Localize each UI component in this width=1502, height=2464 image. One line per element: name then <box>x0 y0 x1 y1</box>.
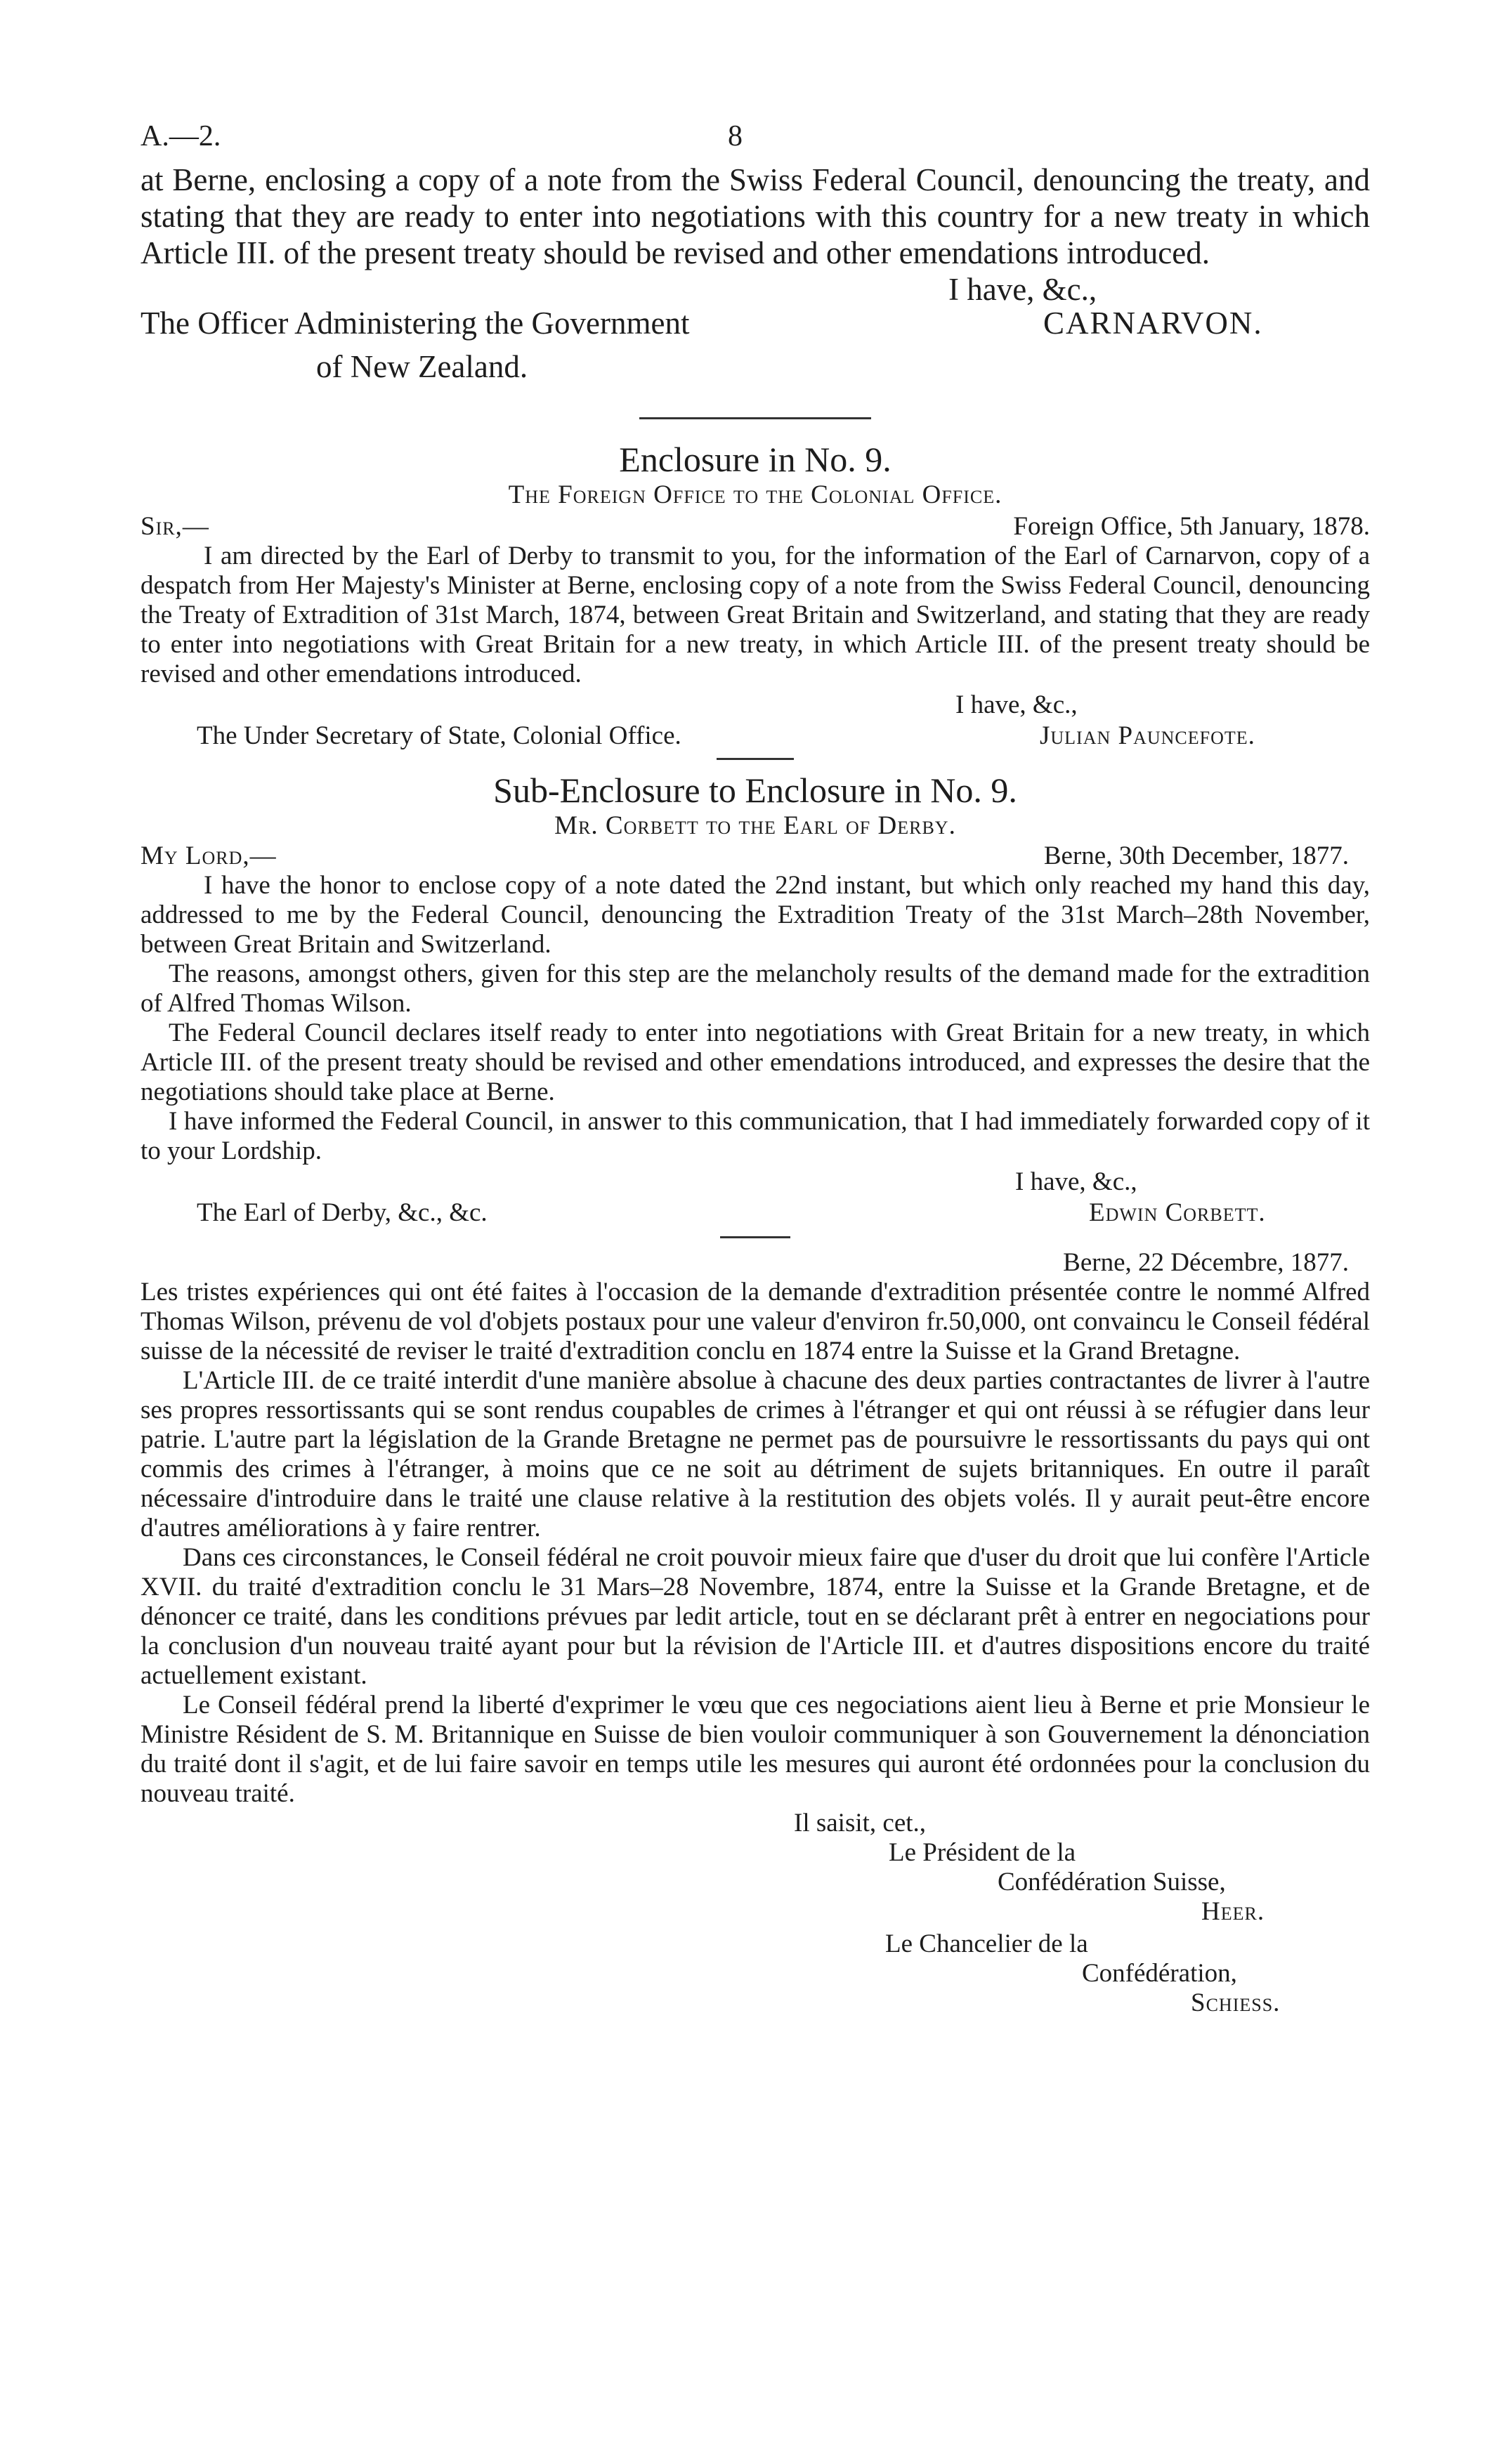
sub-enclosure-paragraph: The Federal Council declares itself ready to enter into negotiations with Great Britain for a new treaty, in which Article III. of the present treaty should be revised and other emendations introduced, and expresses the desire that the negotiations should take place at Berne. <box>141 1018 1370 1106</box>
president-line1: Le Président de la <box>889 1838 1076 1867</box>
french-note-place-date: Berne, 22 Décembre, 1877. <box>1063 1248 1349 1277</box>
enclosure-salutation: Sir,— <box>141 512 209 541</box>
french-note-closing: Il saisit, cet., <box>794 1809 927 1837</box>
sub-enclosure-place-date: Berne, 30th December, 1877. <box>1043 841 1349 870</box>
document-page <box>141 119 1370 2047</box>
french-note-paragraph: Dans ces circonstances, le Conseil fédéral ne croit pouvoir mieux faire que d'user du droit que lui confère l'Article XVII. du traité d'extradition conclu le 31 Mars–28 Novembre, 1874, entre la Suisse et la Grande Bretagne, et de dénoncer ce traité, dans les conditions prévues par ledit article, tout en se déclarant prêt à entrer en negociations pour la conclusion d'un nouveau traité ayant pour but la révision de l'Article III. et d'autres dispositions encore du traité actuellement existant. <box>141 1543 1370 1690</box>
french-note-signoff <box>141 1809 1370 2047</box>
sub-enclosure-paragraph: I have informed the Federal Council, in answer to this communication, that I had immediately forwarded copy of it to your Lordship. <box>141 1107 1370 1165</box>
top-letter <box>141 162 1370 385</box>
sub-enclosure-paragraph: The reasons, amongst others, given for this step are the melancholy results of the demand made for the extradition of Alfred Thomas Wilson. <box>141 959 1370 1018</box>
page-number: 8 <box>728 120 743 152</box>
sub-enclosure-salutation-row <box>141 841 1370 871</box>
president-line2: Confédération Suisse, <box>998 1868 1226 1896</box>
top-letter-signoff <box>141 271 1370 348</box>
french-note <box>141 1248 1370 2047</box>
divider <box>639 417 871 419</box>
chancellor-line1: Le Chancelier de la <box>885 1929 1088 1958</box>
enclosure-subheading: The Foreign Office to the Colonial Office. <box>508 480 1003 509</box>
enclosure-signoff <box>141 689 1370 754</box>
top-letter-addressee-line2: of New Zealand. <box>316 349 528 384</box>
french-note-paragraph: L'Article III. de ce traité interdit d'une manière absolue à chacune des deux parties contractantes de livrer à l'autre ses propres ressortissants qui se sont rendus coupables de crimes à l'étranger et qui ont réussi à se réfugier dans leur patrie. L'autre part la législation de la Grande Bretagne ne permet pas de poursuivre le ressortissants du pays qui ont commis des crimes à l'étranger, à moins que ce ne soit au détriment de sujets britanniques. En outre il paraît nécessaire d'introduire dans le traité une clause relative à la restitution des objets volés. Il y aurait peut-être encore d'autres améliorations à y faire rentrer. <box>141 1366 1370 1542</box>
sub-enclosure-salutation: My Lord,— <box>141 841 277 870</box>
sub-enclosure <box>141 770 1370 1231</box>
chancellor-line2: Confédération, <box>1082 1959 1237 1988</box>
french-note-paragraph: Les tristes expériences qui ont été faites à l'occasion de la demande d'extradition présentée contre le nommé Alfred Thomas Wilson, prévenu de vol d'objets postaux pour une valeur d'environ fr.50,000, ont convaincu le Conseil fédéral suisse de la nécessité de reviser le traité d'extradition conclu en 1874 entre la Suisse et la Grand Bretagne. <box>141 1278 1370 1365</box>
enclosure-addressee: The Under Secretary of State, Colonial Office. <box>197 721 681 750</box>
enclosure-signature: Julian Pauncefote. <box>1040 721 1255 750</box>
page-header <box>141 119 1370 162</box>
sub-enclosure-addressee: The Earl of Derby, &c., &c. <box>197 1198 488 1227</box>
enclosure-closing: I have, &c., <box>955 690 1078 719</box>
enclosure-body: I am directed by the Earl of Derby to transmit to you, for the information of the Earl of Carnarvon, copy of a despatch from Her Majesty's Minister at Berne, enclosing copy of a note from the Swiss Federal Council, denouncing the Treaty of Extradition of 31st March, 1874, between Great Britain and Switzerland, and stating that they are ready to enter into negotiations with Great Britain for a new treaty, in which Article III. of the present treaty should be revised and other emendations introduced. <box>141 542 1370 688</box>
french-note-paragraph: Le Conseil fédéral prend la liberté d'exprimer le vœu que ces negociations aient lieu à Berne et prie Monsieur le Ministre Résident de S. M. Britannique en Suisse de bien vouloir communiquer à son Gouvernement la dénonciation du traité dont il s'agit, et de lui faire savoir en temps utile les mesures qui auront été ordonnées pour la conclusion du nouveau traité. <box>141 1691 1370 1808</box>
sub-enclosure-signature: Edwin Corbett. <box>1089 1198 1266 1227</box>
president-name: Heer. <box>1201 1897 1265 1926</box>
top-letter-body: at Berne, enclosing a copy of a note from the Swiss Federal Council, denouncing the treaty, and stating that they are ready to enter into negotiations with this country for a new treaty in which Article III. of the present treaty should be revised and other emendations introduced. <box>141 162 1370 270</box>
enclosure-salutation-row <box>141 511 1370 542</box>
sub-enclosure-closing: I have, &c., <box>1015 1167 1137 1196</box>
top-letter-closing: I have, &c., <box>948 272 1097 307</box>
page-code: A.—2. <box>141 120 221 152</box>
sub-enclosure-signoff <box>141 1166 1370 1231</box>
divider <box>720 1236 790 1238</box>
top-letter-addressee-line1: The Officer Administering the Government <box>141 306 690 341</box>
sub-enclosure-heading: Sub-Enclosure to Enclosure in No. 9. <box>493 771 1017 810</box>
enclosure-place-date: Foreign Office, 5th January, 1878. <box>1013 512 1370 541</box>
enclosure-heading: Enclosure in No. 9. <box>619 440 892 479</box>
sub-enclosure-paragraph: I have the honor to enclose copy of a note dated the 22nd instant, but which only reached my hand this day, addressed to me by the Federal Council, denouncing the Extradition Treaty of the 31st March–28th November, between Great Britain and Switzerland. <box>141 871 1370 959</box>
top-letter-signature: CARNARVON. <box>1043 306 1263 341</box>
chancellor-name: Schiess. <box>1191 1988 1281 2017</box>
sub-enclosure-subheading: Mr. Corbett to the Earl of Derby. <box>554 811 956 840</box>
enclosure <box>141 439 1370 754</box>
divider <box>717 758 794 760</box>
